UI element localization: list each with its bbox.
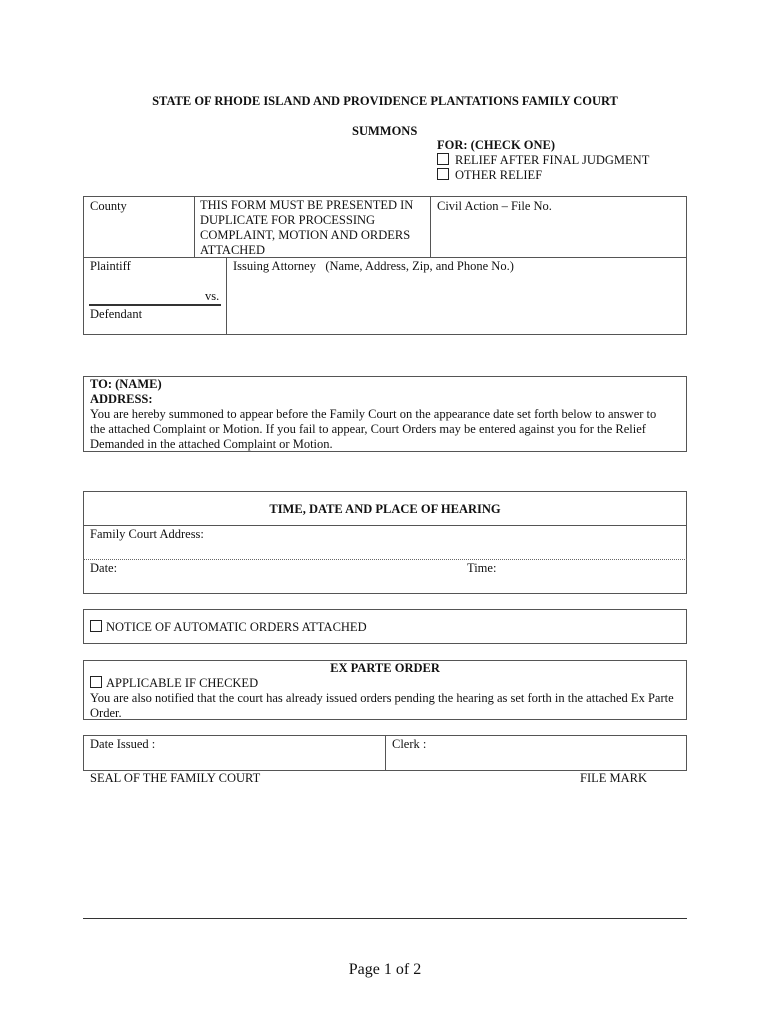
ex-parte-text: You are also notified that the court has already issued orders pending the hearing as set forth in the attached Ex Parte Order. [90,691,674,720]
hearing-date-label[interactable]: Date: [90,561,118,575]
form-title: STATE OF RHODE ISLAND AND PROVIDENCE PLANTATIONS FAMILY COURT [152,94,618,108]
footer-rule [83,918,687,919]
summons-text-line-3: Demanded in the attached Complaint or Motion. [90,437,333,451]
hearing-title: TIME, DATE AND PLACE OF HEARING [269,502,501,516]
relief-after-judgment-checkbox[interactable] [437,153,449,165]
county-label: County [90,199,127,213]
form-subtitle: SUMMONS [352,124,418,138]
ex-parte-checkbox-label: APPLICABLE IF CHECKED [106,676,259,690]
option-relief-after-judgment[interactable] [437,153,649,168]
option-other-relief[interactable] [437,168,542,183]
to-name-label: TO: (NAME) [90,377,162,391]
case-divider-3 [226,257,227,335]
recipient-content [90,377,656,452]
issued-divider [385,735,386,771]
issuing-attorney-label: Issuing Attorney (Name, Address, Zip, and Phone No.) [233,259,514,273]
automatic-orders-option[interactable] [90,620,367,635]
ex-parte-option[interactable] [90,676,258,691]
file-mark-label: FILE MARK [580,771,648,785]
plaintiff-label: Plaintiff [90,259,131,273]
hearing-time-label[interactable]: Time: [467,561,497,575]
summons-text-line-1: You are hereby summoned to appear before the Family Court on the appearance date set forth below to answer to [90,407,657,421]
case-divider-1 [194,196,195,257]
ex-parte-checkbox[interactable] [90,676,102,688]
presentation-notice: THIS FORM MUST BE PRESENTED IN DUPLICATE FOR PROCESSING COMPLAINT, MOTION AND ORDERS ATTACHED [200,198,414,257]
civil-action-label: Civil Action – File No. [437,199,552,213]
page-number: Page 1 of 2 [348,961,422,978]
summons-text-line-2: the attached Complaint or Motion. If you fail to appear, Court Orders may be entered against you for the Relief [90,422,646,436]
clerk-label[interactable]: Clerk : [392,737,427,751]
ex-parte-title: EX PARTE ORDER [330,661,440,675]
relief-after-judgment-label: RELIEF AFTER FINAL JUDGMENT [455,153,650,167]
defendant-label: Defendant [90,307,143,321]
check-one-label: FOR: (CHECK ONE) [437,138,556,152]
other-relief-checkbox[interactable] [437,168,449,180]
family-court-address-label[interactable]: Family Court Address: [90,527,204,541]
automatic-orders-checkbox[interactable] [90,620,102,632]
address-label: ADDRESS: [90,392,153,406]
date-issued-label[interactable]: Date Issued : [90,737,156,751]
hearing-divider-2 [83,559,687,560]
case-divider-2 [430,196,431,257]
defendant-signature-line [89,304,221,306]
seal-label: SEAL OF THE FAMILY COURT [90,771,261,785]
vs-label: vs. [205,289,220,303]
other-relief-label: OTHER RELIEF [455,168,543,182]
automatic-orders-label: NOTICE OF AUTOMATIC ORDERS ATTACHED [106,620,367,634]
hearing-divider-1 [83,525,687,526]
